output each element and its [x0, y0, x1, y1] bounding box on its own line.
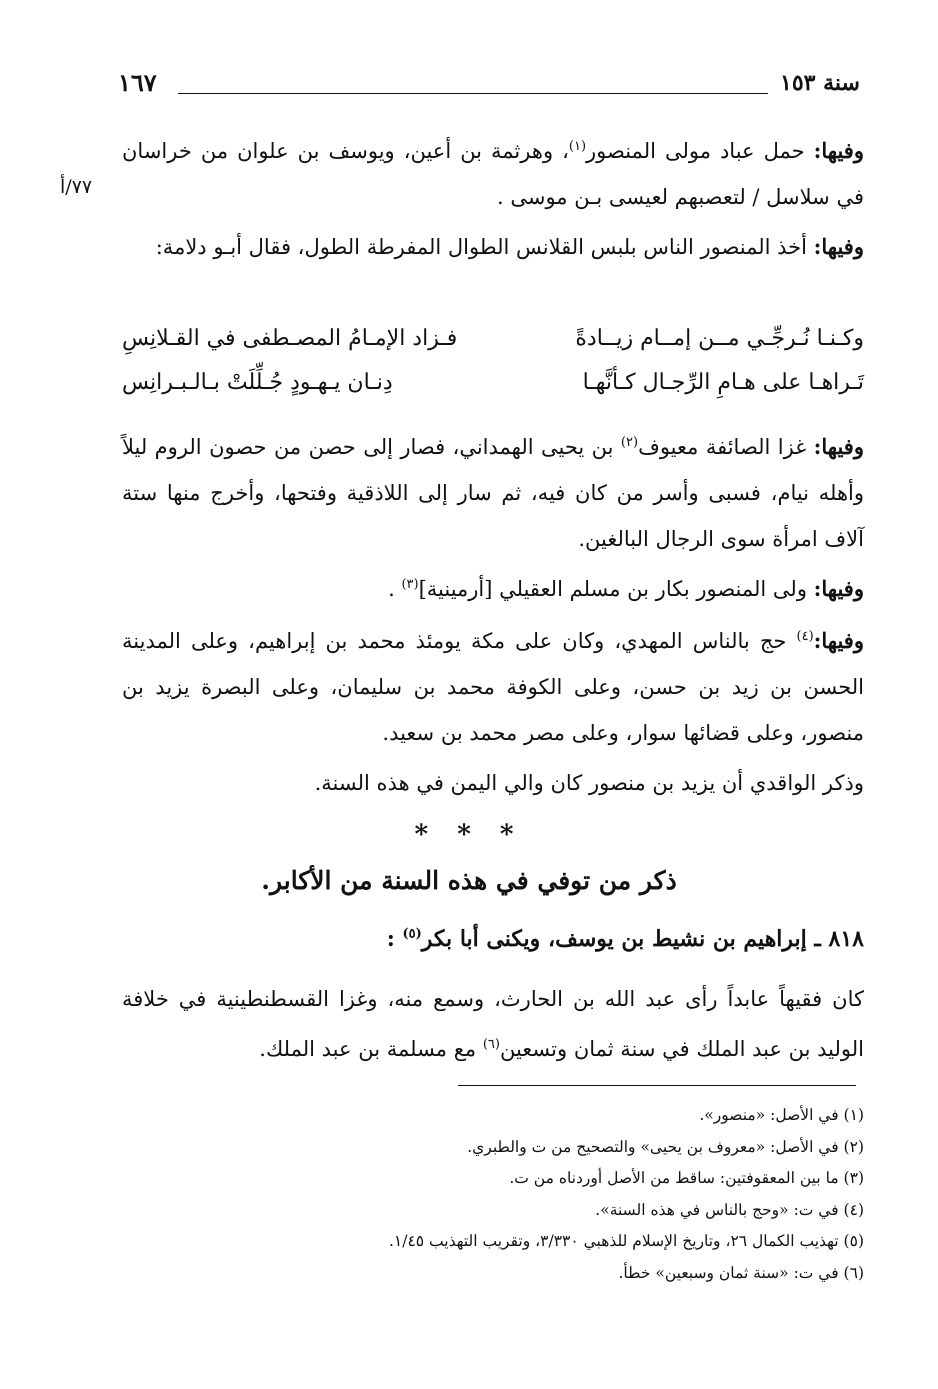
footnote-marker: (٥)	[402, 926, 422, 942]
verse-hemistich: دِنـان يـهـودٍ جُـلِّلَتْ بـالـبـرانِس	[122, 370, 393, 395]
footnote: (٤) في ت: «وحج بالناس في هذه السنة».	[595, 1200, 864, 1219]
footnote: (١) في الأصل: «منصور».	[699, 1106, 864, 1124]
footnote-separator	[458, 1085, 856, 1086]
paragraph-text: .	[388, 577, 402, 601]
footnotes	[122, 1100, 864, 1289]
paragraph-text: حج بالناس المهدي، وكان على مكة يومئذ محمد بن إبراهيم، وعلى المدينة الحسن بن زيد بن حسن، وعلى الكوفة محمد بن سليمان، وعلى البصرة يزيد بن منصور، وعلى قضائها سوار، وعلى مصر محمد بن سعيد.	[122, 629, 864, 745]
running-header	[118, 64, 860, 108]
paragraph-4	[122, 562, 864, 612]
paragraph-text: ، وهرثمة بن أعين، ويوسف بن علوان من خراسان في سلاسل / لتعصبهم لعيسى بـن موسى .	[122, 139, 864, 209]
verse-line-1	[122, 326, 864, 370]
header-year: سنة ١٥٣	[780, 70, 860, 96]
paragraph-lead: وفيها:	[813, 138, 864, 163]
paragraph-text: مع مسلمة بن عبد الملك.	[259, 1037, 483, 1061]
verse-hemistich: وكـنـا نُـرجِّـي مــن إمــام زيــادةً	[575, 326, 864, 351]
manuscript-folio-ref: ٧٧/أ	[60, 176, 93, 198]
footnote: (٣) ما بين المعقوفتين: ساقط من الأصل أوردناه من ت.	[509, 1169, 864, 1187]
entry-title: ٨١٨ ـ إبراهيم بن نشيط بن يوسف، ويكنى أبا بكر	[421, 926, 864, 952]
biography-entry-heading	[387, 926, 864, 952]
footnote: (٢) في الأصل: «معروف بن يحيى» والتصحيح من ت والطبري.	[467, 1137, 864, 1156]
verse-line-2	[122, 370, 864, 414]
paragraph-5	[122, 614, 864, 756]
paragraph-lead: وفيها:	[813, 628, 864, 653]
paragraph-text: وذكر الواقدي أن يزيد بن منصور كان والي اليمن في هذه السنة.	[314, 771, 864, 795]
footnote-marker: (٢)	[620, 435, 639, 450]
paragraph-text: كان فقيهاً عابداً رأى عبد الله بن الحارث، وسمع منه، وغزا القسطنطينية في خلافة الوليد بن عبد الملك في سنة ثمان وتسعين	[122, 987, 864, 1061]
paragraph-6	[122, 760, 864, 806]
footnote: (٥) تهذيب الكمال ٢٦، وتاريخ الإسلام للذهبي ٣/٣٣٠، وتقريب التهذيب ١/٤٥.	[388, 1232, 864, 1250]
footnote-marker: (١)	[568, 139, 587, 154]
footnote-marker: (٤)	[796, 629, 814, 644]
paragraph-lead: وفيها:	[813, 576, 864, 601]
paragraph-text: أخذ المنصور الناس بلبس القلانس الطوال المفرطة الطول، فقال أبـو دلامة:	[155, 235, 814, 259]
section-divider: * * *	[414, 820, 524, 850]
entry-colon: :	[386, 926, 403, 952]
section-title: ذكر من توفي في هذه السنة من الأكابر.	[261, 866, 677, 895]
paragraph-lead: وفيها:	[813, 434, 864, 459]
paragraph-2	[122, 224, 864, 270]
paragraph-text: حمل عباد مولى المنصور	[586, 139, 814, 163]
footnote-marker: (٣)	[401, 577, 419, 592]
poem	[122, 326, 864, 414]
page-number: ١٦٧	[118, 68, 157, 97]
paragraph-text: ولى المنصور بكار بن مسلم العقيلي [أرمينية]	[418, 577, 814, 601]
paragraph-1	[122, 124, 864, 220]
paragraph-lead: وفيها:	[813, 234, 864, 259]
paragraph-text: بن يحيى الهمداني، فصار إلى حصن من حصون الروم ليلاً وأهله نيام، فسبى وأسر من كان فيه، ثم سار إلى اللاذقية وفتحها، وأخرج منها ستة آلاف امرأة سوى الرجال البالغين.	[122, 435, 864, 551]
paragraph-3	[122, 420, 864, 562]
verse-hemistich: فـزاد الإمـامُ المصـطفى في القـلانِسِ	[122, 326, 458, 351]
verse-hemistich: تَـراهـا على هـامِ الرِّجـال كـأنَّهـا	[582, 370, 864, 395]
footnote-marker: (٦)	[482, 1037, 500, 1052]
biography-entry-text	[122, 976, 864, 1072]
footnote: (٦) في ت: «سنة ثمان وسبعين» خطأ.	[618, 1263, 864, 1282]
paragraph-text: غزا الصائفة معيوف	[638, 435, 814, 459]
header-rule	[178, 93, 768, 94]
